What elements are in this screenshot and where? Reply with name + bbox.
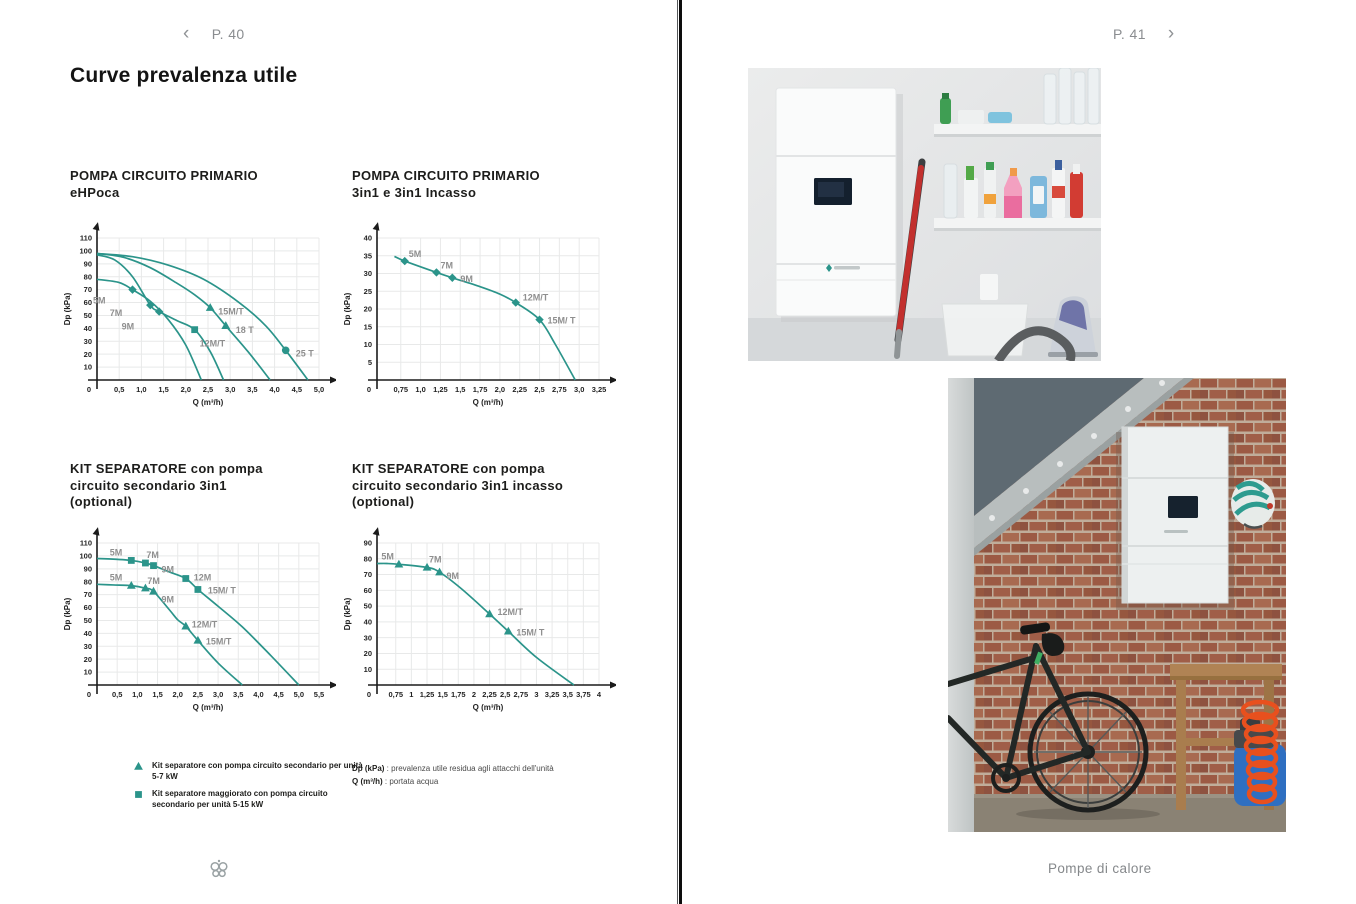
svg-text:2,25: 2,25 — [482, 690, 497, 699]
svg-text:0: 0 — [366, 690, 372, 699]
svg-text:3,5: 3,5 — [247, 385, 258, 394]
svg-text:5M: 5M — [93, 295, 106, 306]
svg-text:100: 100 — [79, 551, 92, 561]
svg-text:25 T: 25 T — [295, 348, 314, 359]
svg-text:1,25: 1,25 — [419, 690, 435, 699]
svg-text:60: 60 — [83, 603, 92, 613]
svg-text:80: 80 — [363, 554, 372, 564]
svg-text:2,0: 2,0 — [172, 690, 183, 699]
left-page — [0, 0, 677, 904]
chart-title-2: POMPA CIRCUITO PRIMARIO 3in1 e 3in1 Incasso — [352, 168, 540, 200]
svg-text:15: 15 — [363, 322, 372, 332]
svg-text:70: 70 — [83, 590, 92, 600]
svg-text:3,25: 3,25 — [591, 385, 607, 394]
svg-text:40: 40 — [363, 233, 372, 243]
svg-text:Dp (kPa): Dp (kPa) — [343, 597, 352, 631]
svg-text:20: 20 — [83, 654, 92, 664]
chart-title-3: KIT SEPARATORE con pompa circuito secondario 3in1 (optional) — [70, 461, 263, 509]
heat-pump-unit-photo2 — [1116, 427, 1234, 610]
svg-text:90: 90 — [83, 259, 92, 269]
svg-text:1,5: 1,5 — [437, 690, 448, 699]
svg-text:Q (m³/h): Q (m³/h) — [192, 398, 224, 407]
svg-text:1,0: 1,0 — [132, 690, 143, 699]
chart-title-4: KIT SEPARATORE con pompa circuito secondario 3in1 incasso (optional) — [352, 461, 564, 509]
chevron-left-icon[interactable]: ‹ — [183, 23, 190, 44]
svg-text:1,75: 1,75 — [472, 385, 488, 394]
svg-text:5: 5 — [367, 357, 372, 367]
square-marker-icon — [133, 789, 144, 800]
brand-logo — [1164, 530, 1188, 533]
svg-text:1,0: 1,0 — [415, 385, 426, 394]
definition-dp: Dp (kPa) : prevalenza utile residua agli attacchi dell'unità — [352, 764, 554, 773]
chart-kit-separatore-3in1-incasso — [340, 527, 616, 725]
svg-text:3,5: 3,5 — [233, 690, 244, 699]
svg-text:15M/ T: 15M/ T — [547, 315, 576, 326]
svg-text:2,5: 2,5 — [534, 385, 545, 394]
svg-text:0,75: 0,75 — [393, 385, 409, 394]
svg-text:10: 10 — [363, 340, 372, 350]
svg-text:15M/T: 15M/T — [205, 636, 232, 647]
legend-item-kit-separatore — [133, 761, 370, 782]
definition-q: Q (m³/h) : portata acqua — [352, 777, 439, 786]
svg-text:Q (m³/h): Q (m³/h) — [472, 703, 504, 712]
svg-text:4,5: 4,5 — [273, 690, 284, 699]
svg-text:1,5: 1,5 — [152, 690, 163, 699]
chart-title-1: POMPA CIRCUITO PRIMARIO eHPoca — [70, 168, 258, 200]
svg-text:30: 30 — [83, 336, 92, 346]
svg-text:3,0: 3,0 — [224, 385, 236, 394]
svg-text:2,75: 2,75 — [513, 690, 529, 699]
svg-text:0: 0 — [366, 385, 372, 394]
svg-text:Dp (kPa): Dp (kPa) — [63, 292, 72, 326]
svg-text:Dp (kPa): Dp (kPa) — [343, 292, 352, 326]
svg-text:4: 4 — [596, 690, 602, 699]
svg-text:15M/T: 15M/T — [218, 306, 244, 317]
svg-text:5M: 5M — [109, 547, 123, 558]
axis-definitions — [352, 762, 554, 788]
svg-text:80: 80 — [83, 272, 92, 282]
triangle-marker-icon — [133, 761, 144, 772]
svg-text:25: 25 — [363, 286, 372, 296]
svg-text:110: 110 — [79, 538, 92, 548]
photo-heat-pump-brick-wall — [948, 378, 1286, 832]
svg-text:100: 100 — [79, 246, 92, 256]
chart-pompa-primario-3in1 — [340, 222, 616, 420]
svg-text:5M: 5M — [408, 249, 422, 260]
svg-text:5,5: 5,5 — [313, 690, 325, 699]
svg-text:3: 3 — [534, 690, 539, 699]
svg-text:7M: 7M — [440, 260, 453, 271]
svg-text:Dp (kPa): Dp (kPa) — [63, 597, 72, 631]
heat-pump-unit-photo1 — [776, 88, 903, 322]
right-page — [682, 0, 1356, 904]
svg-text:5M: 5M — [381, 551, 394, 562]
legend-text: Kit separatore con pompa circuito secondario per unità 5-7 kW — [152, 761, 363, 781]
svg-text:9M: 9M — [121, 321, 135, 332]
svg-text:20: 20 — [83, 349, 92, 359]
chevron-right-icon[interactable]: › — [1167, 23, 1175, 44]
svg-text:12M/T: 12M/T — [522, 292, 549, 303]
svg-text:60: 60 — [363, 585, 372, 595]
svg-text:20: 20 — [363, 304, 372, 314]
chart-legend — [133, 761, 370, 817]
butterfly-icon — [208, 858, 230, 880]
photo-caption: Pompe di calore — [1048, 861, 1152, 876]
svg-text:Q (m³/h): Q (m³/h) — [472, 398, 504, 407]
svg-text:9M: 9M — [161, 594, 175, 605]
svg-text:40: 40 — [363, 617, 372, 627]
svg-text:1,25: 1,25 — [433, 385, 448, 394]
legend-text: Kit separatore maggiorato con pompa circuito secondario per unità 5-15 kW — [152, 789, 328, 809]
svg-text:0: 0 — [86, 385, 92, 394]
svg-text:7M: 7M — [429, 554, 442, 565]
svg-text:4,5: 4,5 — [291, 385, 303, 394]
svg-text:1,5: 1,5 — [455, 385, 466, 394]
svg-text:0,5: 0,5 — [113, 385, 125, 394]
svg-text:20: 20 — [363, 649, 372, 659]
svg-text:40: 40 — [83, 323, 92, 333]
svg-text:2,0: 2,0 — [494, 385, 506, 394]
svg-text:12M/T: 12M/T — [191, 619, 218, 630]
svg-text:2,5: 2,5 — [499, 690, 511, 699]
svg-text:10: 10 — [83, 362, 92, 372]
right-page-nav — [1113, 24, 1175, 43]
page-title: Curve prevalenza utile — [70, 64, 298, 87]
svg-text:110: 110 — [79, 233, 92, 243]
left-page-nav — [183, 24, 245, 43]
svg-text:5M: 5M — [109, 572, 123, 583]
svg-text:3,25: 3,25 — [544, 690, 560, 699]
pillar — [948, 378, 974, 832]
svg-text:1,5: 1,5 — [158, 385, 169, 394]
svg-text:3,5: 3,5 — [562, 690, 573, 699]
svg-text:3,0: 3,0 — [573, 385, 585, 394]
svg-text:9M: 9M — [446, 571, 460, 582]
svg-text:90: 90 — [363, 538, 372, 548]
svg-text:1: 1 — [409, 690, 414, 699]
svg-text:7M: 7M — [109, 308, 123, 319]
plastic-tub — [942, 304, 1028, 356]
right-page-number: P. 41 — [1113, 25, 1146, 42]
svg-text:30: 30 — [83, 641, 92, 651]
svg-text:50: 50 — [363, 601, 372, 611]
svg-text:2,5: 2,5 — [192, 690, 204, 699]
svg-text:10: 10 — [83, 667, 92, 677]
legend-item-kit-maggiorato — [133, 789, 370, 810]
photo-heat-pump-laundry — [748, 68, 1101, 361]
svg-text:1,75: 1,75 — [450, 690, 466, 699]
svg-text:10: 10 — [363, 664, 372, 674]
svg-text:50: 50 — [83, 311, 92, 321]
svg-text:60: 60 — [83, 298, 92, 308]
svg-text:12M/T: 12M/T — [497, 607, 524, 617]
svg-text:70: 70 — [363, 570, 372, 580]
svg-text:3,75: 3,75 — [576, 690, 591, 699]
svg-text:30: 30 — [363, 269, 372, 279]
svg-text:15M/ T: 15M/ T — [207, 585, 236, 596]
svg-text:0,5: 0,5 — [111, 690, 123, 699]
left-page-number: P. 40 — [211, 25, 245, 42]
chart-pompa-primario-ehpoca — [60, 222, 336, 420]
svg-text:2: 2 — [471, 690, 477, 699]
svg-text:40: 40 — [83, 628, 92, 638]
svg-text:4,0: 4,0 — [253, 690, 264, 699]
svg-text:7M: 7M — [146, 550, 159, 561]
svg-text:4,0: 4,0 — [269, 385, 280, 394]
svg-text:9M: 9M — [161, 564, 175, 575]
svg-text:2,75: 2,75 — [552, 385, 567, 394]
svg-text:2,25: 2,25 — [512, 385, 528, 394]
svg-text:12M/T: 12M/T — [199, 338, 226, 349]
chart-kit-separatore-3in1 — [60, 527, 336, 725]
svg-text:2,5: 2,5 — [202, 385, 214, 394]
svg-text:7M: 7M — [147, 576, 160, 587]
svg-text:0,75: 0,75 — [388, 690, 404, 699]
svg-text:35: 35 — [363, 251, 372, 261]
svg-text:0: 0 — [86, 690, 92, 699]
svg-text:50: 50 — [83, 616, 92, 626]
svg-text:80: 80 — [83, 577, 92, 587]
svg-text:18 T: 18 T — [235, 324, 254, 335]
svg-text:5,0: 5,0 — [313, 385, 325, 394]
svg-text:Q (m³/h): Q (m³/h) — [192, 703, 224, 712]
svg-text:9M: 9M — [460, 273, 473, 284]
page-spine-shadow — [677, 0, 678, 904]
svg-text:3,0: 3,0 — [212, 690, 224, 699]
unit-display-screen — [1168, 496, 1198, 518]
svg-text:70: 70 — [83, 285, 92, 295]
svg-text:5,0: 5,0 — [293, 690, 305, 699]
cup — [980, 274, 998, 300]
svg-text:2,0: 2,0 — [180, 385, 192, 394]
svg-text:90: 90 — [83, 564, 92, 574]
svg-text:15M/ T: 15M/ T — [516, 627, 545, 638]
svg-text:12M: 12M — [193, 572, 212, 583]
svg-text:30: 30 — [363, 633, 372, 643]
svg-text:1,0: 1,0 — [136, 385, 147, 394]
